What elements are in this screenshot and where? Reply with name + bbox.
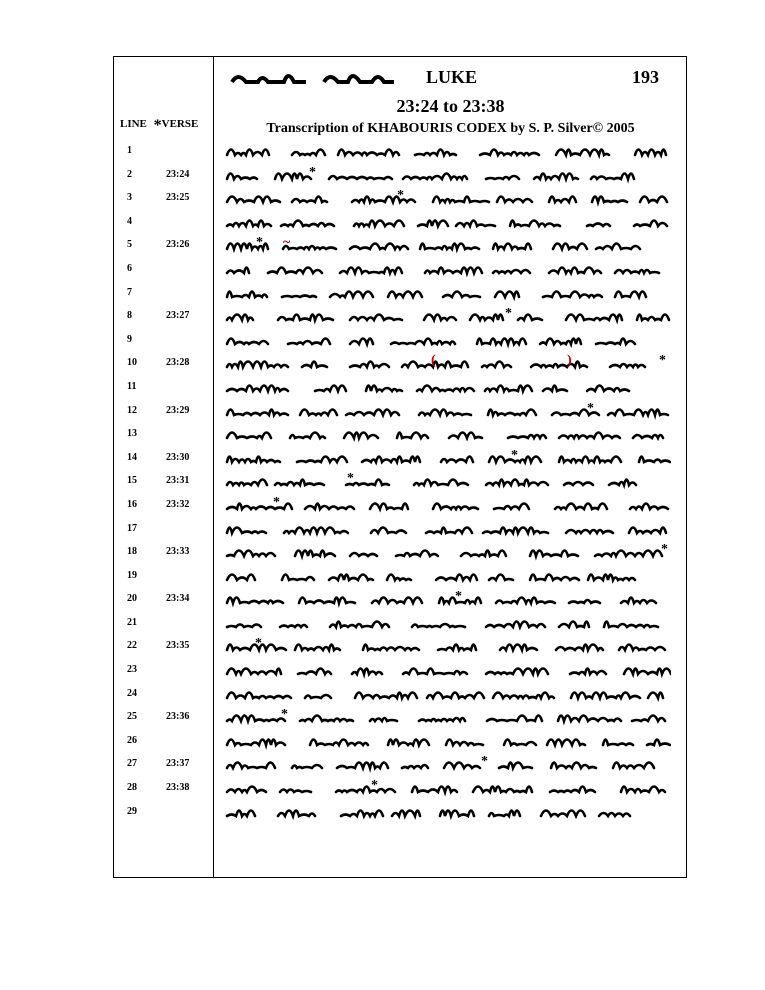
table-row (113, 706, 687, 730)
asterisk-marker: * (661, 542, 668, 558)
line-number: 20 (127, 593, 137, 605)
asterisk-marker: * (587, 400, 594, 416)
asterisk-marker: * (256, 235, 263, 251)
line-number: 10 (127, 357, 137, 369)
table-row (113, 565, 687, 589)
line-column-label: LINE (120, 118, 147, 130)
table-row (113, 470, 687, 494)
line-number: 16 (127, 498, 137, 510)
verse-ref: 23:36 (166, 711, 190, 723)
syriac-text-line (225, 614, 671, 632)
verse-ref: 23:37 (166, 758, 190, 770)
line-number: 27 (127, 758, 137, 770)
syriac-text-line (225, 260, 671, 278)
line-number: 25 (127, 711, 137, 723)
line-number: 5 (127, 239, 132, 251)
table-row (113, 423, 687, 447)
syriac-text-line (225, 496, 671, 514)
table-row (113, 352, 687, 376)
paren-close-marker: ) (567, 353, 572, 369)
syriac-text-line (225, 685, 671, 703)
transcription-rows (113, 140, 687, 824)
syriac-text-line (225, 472, 671, 490)
line-number: 21 (127, 616, 137, 628)
line-number: 2 (127, 168, 132, 180)
line-number: 7 (127, 286, 132, 298)
line-number: 22 (127, 640, 137, 652)
asterisk-marker: * (371, 778, 378, 794)
syriac-text-line (225, 708, 671, 726)
line-number: 17 (127, 522, 137, 534)
verse-ref: 23:31 (166, 475, 190, 487)
verse-ref: 23:24 (166, 168, 190, 180)
asterisk-marker: * (153, 117, 162, 134)
table-row (113, 164, 687, 188)
line-number: 11 (127, 380, 137, 392)
verse-ref: 23:28 (166, 357, 190, 369)
asterisk-marker: * (273, 494, 280, 510)
syriac-text-line (225, 425, 671, 443)
syriac-text-line (225, 520, 671, 538)
syriac-text-line (225, 732, 671, 750)
syriac-text-line (225, 567, 671, 585)
syriac-text-line (225, 637, 671, 655)
table-row (113, 635, 687, 659)
table-row (113, 187, 687, 211)
table-row (113, 329, 687, 353)
syriac-text-line (225, 378, 671, 396)
asterisk-marker: * (481, 754, 488, 770)
syriac-text-line (225, 236, 671, 254)
syriac-text-line (225, 543, 671, 561)
line-number: 29 (127, 805, 137, 817)
syriac-text-line (225, 590, 671, 608)
syriac-text-line (225, 803, 671, 821)
line-number: 24 (127, 687, 137, 699)
line-number: 13 (127, 428, 137, 440)
table-row (113, 400, 687, 424)
syriac-title-script (228, 66, 398, 90)
syriac-text-line (225, 449, 671, 467)
table-row (113, 211, 687, 235)
table-row (113, 659, 687, 683)
syriac-text-line (225, 402, 671, 420)
transcription-credit: Transcription of KHABOURIS CODEX by S. P. Silver© 2005 (266, 121, 635, 136)
syriac-text-line (225, 779, 671, 797)
asterisk-marker: * (347, 471, 354, 487)
line-number: 28 (127, 782, 137, 794)
line-number: 9 (127, 333, 132, 345)
line-number: 6 (127, 262, 132, 274)
verse-ref: 23:32 (166, 498, 190, 510)
book-title: LUKE (426, 67, 478, 87)
syriac-text-line (225, 331, 671, 349)
table-row (113, 730, 687, 754)
verse-ref: 23:25 (166, 192, 190, 204)
syriac-text-line (225, 189, 671, 207)
syriac-text-line (225, 307, 671, 325)
table-row (113, 305, 687, 329)
table-row (113, 234, 687, 258)
page-number: 193 (632, 67, 659, 87)
syriac-text-line (225, 284, 671, 302)
verse-ref: 23:27 (166, 310, 190, 322)
table-row (113, 612, 687, 636)
asterisk-marker: * (255, 636, 262, 652)
verse-ref: 23:35 (166, 640, 190, 652)
line-number: 23 (127, 664, 137, 676)
line-number: 14 (127, 451, 137, 463)
column-header (120, 114, 198, 132)
line-number: 1 (127, 145, 132, 156)
line-number: 3 (127, 192, 132, 204)
table-row (113, 258, 687, 282)
table-row (113, 282, 687, 306)
table-row (113, 447, 687, 471)
asterisk-marker: * (505, 306, 512, 322)
asterisk-marker: * (659, 353, 666, 369)
verse-ref: 23:38 (166, 782, 190, 794)
line-number: 18 (127, 546, 137, 558)
asterisk-marker: * (397, 188, 404, 204)
table-row (113, 541, 687, 565)
verse-ref: 23:30 (166, 451, 190, 463)
table-row (113, 518, 687, 542)
asterisk-marker: * (309, 164, 316, 180)
verse-ref: 23:26 (166, 239, 190, 251)
tilde-marker: ~ (283, 235, 291, 251)
verse-ref: 23:29 (166, 404, 190, 416)
table-row (113, 683, 687, 707)
table-row (113, 494, 687, 518)
asterisk-marker: * (281, 707, 288, 723)
table-row (113, 376, 687, 400)
verse-column-label: VERSE (161, 118, 199, 130)
table-row (113, 777, 687, 801)
line-number: 8 (127, 310, 132, 322)
line-number: 26 (127, 734, 137, 746)
paren-open-marker: ( (431, 353, 436, 369)
line-number: 15 (127, 475, 137, 487)
asterisk-marker: * (455, 589, 462, 605)
table-row (113, 753, 687, 777)
line-number: 4 (127, 215, 132, 227)
asterisk-marker: * (511, 447, 518, 463)
line-number: 19 (127, 569, 137, 581)
table-row (113, 588, 687, 612)
syriac-text-line (225, 755, 671, 773)
syriac-text-line (225, 213, 671, 231)
syriac-text-line (225, 354, 671, 372)
syriac-text-line (225, 661, 671, 679)
table-row (113, 801, 687, 825)
line-number: 12 (127, 404, 137, 416)
table-row (113, 140, 687, 164)
verse-ref: 23:33 (166, 546, 190, 558)
syriac-text-line (225, 142, 671, 160)
verse-range: 23:24 to 23:38 (396, 96, 505, 116)
verse-ref: 23:34 (166, 593, 190, 605)
syriac-text-line (225, 166, 671, 184)
